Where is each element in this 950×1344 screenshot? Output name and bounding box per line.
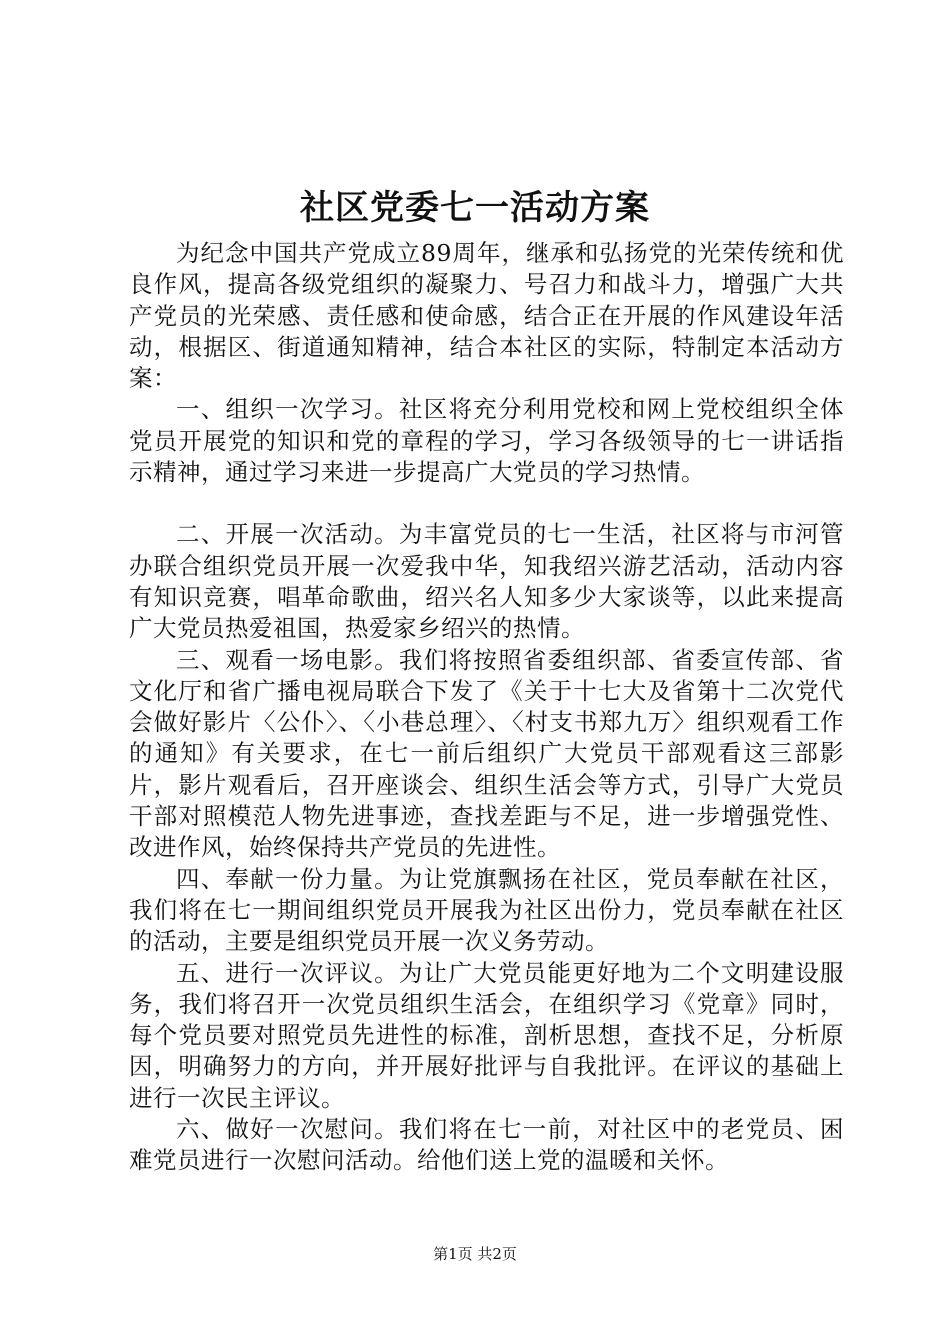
- document-body: [129, 238, 844, 1177]
- intro-paragraph: 为纪念中国共产党成立89周年，继承和弘扬党的光荣传统和优良作风，提高各级党组织的凝聚力、号召力和战斗力，增强广大共产党员的光荣感、责任感和使命感，结合正在开展的作风建设年活动，根据区、街道通知精神，结合本社区的实际，特制定本活动方案：: [129, 239, 844, 393]
- section-2-paragraph: 二、开展一次活动。为丰富党员的七一生活，社区将与市河管办联合组织党员开展一次爱我中华，知我绍兴游艺活动，活动内容有知识竞赛，唱革命歌曲，绍兴名人知多少大家谈等，以此来提高广大党员热爱祖国，热爱家乡绍兴的热情。: [129, 520, 844, 643]
- section-1-paragraph: 一、组织一次学习。社区将充分利用党校和网上党校组织全体党员开展党的知识和党的章程的学习，学习各级领导的七一讲话指示精神，通过学习来进一步提高广大党员的学习热情。: [129, 395, 844, 487]
- section-5-paragraph: 五、进行一次评议。为让广大党员能更好地为二个文明建设服务，我们将召开一次党员组织生活会，在组织学习《党章》同时，每个党员要对照党员先进性的标准，剖析思想，查找不足，分析原因，明确努力的方向，并开展好批评与自我批评。在评议的基础上进行一次民主评议。: [129, 958, 844, 1112]
- document-title: 社区党委七一活动方案: [300, 188, 650, 228]
- section-4-paragraph: 四、奉献一份力量。为让党旗飘扬在社区，党员奉献在社区，我们将在七一期间组织党员开展我为社区出份力，党员奉献在社区的活动，主要是组织党员开展一次义务劳动。: [129, 864, 844, 956]
- section-6-paragraph: 六、做好一次慰问。我们将在七一前，对社区中的老党员、困难党员进行一次慰问活动。给他们送上党的温暖和关怀。: [129, 1115, 844, 1175]
- page-number-footer: 第1页 共2页: [433, 1245, 517, 1263]
- section-3-paragraph: 三、观看一场电影。我们将按照省委组织部、省委宣传部、省文化厅和省广播电视局联合下发了《关于十七大及省第十二次党代会做好影片〈公仆〉、〈小巷总理〉、〈村支书郑九万〉组织观看工作的通知》有关要求，在七一前后组织广大党员干部观看这三部影片，影片观看后，召开座谈会、组织生活会等方式，引导广大党员干部对照模范人物先进事迹，查找差距与不足，进一步增强党性、改进作风，始终保持共产党员的先进性。: [129, 645, 844, 862]
